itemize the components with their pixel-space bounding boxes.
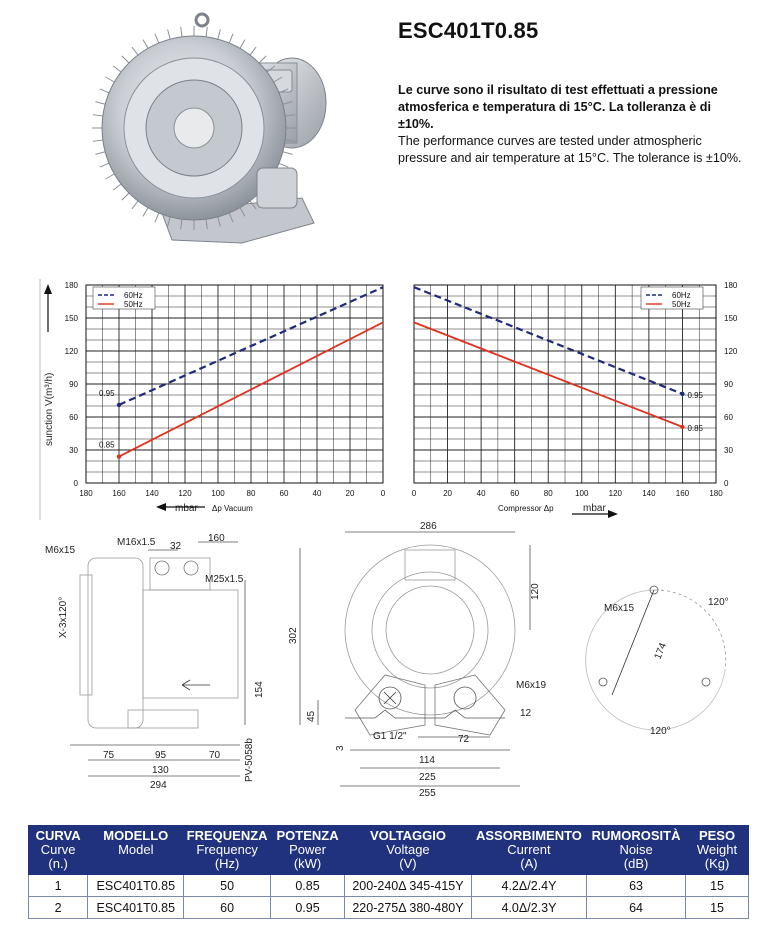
label-120-front: 120 bbox=[530, 583, 541, 600]
x-tick-label: 0 bbox=[411, 489, 417, 498]
label-code: PV-5058b bbox=[244, 738, 255, 782]
x-tick-label: 40 bbox=[476, 489, 486, 498]
table-cell: 0.85 bbox=[270, 875, 344, 897]
chart-vacuum bbox=[44, 281, 386, 514]
y-tick-label: 60 bbox=[69, 413, 78, 422]
y-tick-label: 150 bbox=[64, 314, 78, 323]
y-tick-label: 30 bbox=[69, 446, 78, 455]
performance-charts bbox=[0, 262, 771, 520]
series-point-50Hz bbox=[117, 454, 121, 458]
column-header: MODELLO Model bbox=[88, 826, 184, 875]
series-end-label: 0.85 bbox=[99, 440, 115, 450]
legend-entry: 60Hz bbox=[124, 291, 143, 300]
x-tick-label: 100 bbox=[211, 489, 225, 498]
y-tick-label: 180 bbox=[64, 281, 78, 290]
legend-entry: 60Hz bbox=[672, 291, 691, 300]
series-point-60Hz bbox=[680, 392, 684, 396]
description-italian: Le curve sono il risultato di test effettuati a pressione atmosferica e temperatura di 15°C. La tolleranza è di ±10%. bbox=[398, 83, 718, 131]
y-tick-label: 180 bbox=[724, 281, 738, 290]
label-75: 75 bbox=[103, 750, 115, 761]
table-cell: 50 bbox=[184, 875, 271, 897]
label-70: 70 bbox=[209, 750, 221, 761]
chart-compressor-xlabel: mbar bbox=[583, 503, 606, 514]
label-m16: M16x1.5 bbox=[117, 537, 156, 548]
label-255: 255 bbox=[419, 788, 436, 799]
x-tick-label: 80 bbox=[543, 489, 553, 498]
x-tick-label: 180 bbox=[709, 489, 723, 498]
table-cell: 0.95 bbox=[270, 897, 344, 919]
label-45: 45 bbox=[306, 710, 317, 722]
label-angle-side: X-3x120° bbox=[58, 596, 69, 638]
column-header: ASSORBIMENTO Current (A) bbox=[471, 826, 586, 875]
series-point-50Hz bbox=[680, 425, 684, 429]
series-end-label: 0.95 bbox=[99, 388, 115, 398]
label-m6x19: M6x19 bbox=[516, 680, 547, 691]
x-tick-label: 80 bbox=[246, 489, 256, 498]
label-3: 3 bbox=[335, 745, 346, 751]
spec-table bbox=[28, 825, 749, 919]
x-tick-label: 120 bbox=[178, 489, 192, 498]
column-header: FREQUENZA Frequency (Hz) bbox=[184, 826, 271, 875]
label-angle-top: 120° bbox=[708, 597, 729, 608]
table-cell: 60 bbox=[184, 897, 271, 919]
label-95: 95 bbox=[155, 750, 167, 761]
description-english: The performance curves are tested under atmospheric pressure and air temperature at 15°C. The tolerance is ±10%. bbox=[398, 134, 742, 165]
chart-compressor-xlabel-extra: Compressor Δp bbox=[498, 504, 554, 513]
x-tick-label: 0 bbox=[380, 489, 386, 498]
label-12: 12 bbox=[520, 708, 532, 719]
label-72: 72 bbox=[458, 734, 470, 745]
chart-vacuum-ylabel: sunction V(m³/h) bbox=[44, 372, 55, 446]
chart-compressor bbox=[412, 281, 738, 514]
table-cell: 4.2Δ/2.4Y bbox=[471, 875, 586, 897]
label-angle-bottom: 120° bbox=[650, 726, 671, 737]
label-m6x15-side: M6x15 bbox=[45, 545, 76, 556]
label-m6x15-flange: M6x15 bbox=[604, 603, 635, 614]
y-tick-label: 90 bbox=[69, 380, 78, 389]
y-tick-label: 60 bbox=[724, 413, 733, 422]
table-cell: 63 bbox=[587, 875, 686, 897]
y-tick-label: 0 bbox=[73, 479, 78, 488]
y-tick-label: 0 bbox=[724, 479, 729, 488]
x-tick-label: 60 bbox=[510, 489, 520, 498]
chart-vacuum-xlabel-extra: Δp Vacuum bbox=[212, 504, 253, 513]
blower-illustration bbox=[92, 8, 337, 258]
y-tick-label: 90 bbox=[724, 380, 733, 389]
table-cell: 1 bbox=[29, 875, 88, 897]
table-cell: 15 bbox=[686, 875, 749, 897]
x-tick-label: 20 bbox=[443, 489, 453, 498]
y-tick-label: 120 bbox=[724, 347, 738, 356]
label-302: 302 bbox=[288, 627, 299, 644]
x-tick-label: 60 bbox=[279, 489, 289, 498]
label-225: 225 bbox=[419, 772, 436, 783]
spec-table-header bbox=[29, 826, 749, 875]
x-tick-label: 140 bbox=[145, 489, 159, 498]
label-g1: G1 1/2" bbox=[373, 731, 407, 742]
spec-table-body bbox=[29, 875, 749, 919]
x-tick-label: 160 bbox=[112, 489, 126, 498]
table-cell: ESC401T0.85 bbox=[88, 875, 184, 897]
table-cell: 200-240Δ 345-415Y bbox=[345, 875, 472, 897]
legend-entry: 50Hz bbox=[672, 300, 691, 309]
label-130: 130 bbox=[152, 765, 169, 776]
table-cell: 15 bbox=[686, 897, 749, 919]
table-cell: 220-275Δ 380-480Y bbox=[345, 897, 472, 919]
chart-vacuum-grid bbox=[86, 285, 383, 483]
label-32: 32 bbox=[170, 541, 182, 552]
label-m25: M25x1.5 bbox=[205, 574, 244, 585]
table-cell: 4.0Δ/2.3Y bbox=[471, 897, 586, 919]
x-tick-label: 40 bbox=[312, 489, 322, 498]
x-tick-label: 120 bbox=[608, 489, 623, 498]
label-160: 160 bbox=[208, 533, 225, 544]
table-cell: 64 bbox=[587, 897, 686, 919]
series-end-label: 0.95 bbox=[687, 390, 704, 400]
x-tick-label: 160 bbox=[675, 489, 690, 498]
legend-entry: 50Hz bbox=[124, 300, 143, 309]
x-tick-label: 140 bbox=[642, 489, 656, 498]
label-286: 286 bbox=[420, 521, 437, 532]
technical-drawings bbox=[0, 520, 771, 805]
label-174: 174 bbox=[652, 641, 670, 662]
y-tick-label: 120 bbox=[64, 347, 78, 356]
chart-vacuum-xlabel: mbar bbox=[175, 503, 198, 514]
column-header: CURVA Curve (n.) bbox=[29, 826, 88, 875]
y-tick-label: 30 bbox=[724, 446, 733, 455]
table-cell: ESC401T0.85 bbox=[88, 897, 184, 919]
x-tick-label: 100 bbox=[575, 489, 589, 498]
label-294: 294 bbox=[150, 780, 167, 791]
x-tick-label: 20 bbox=[345, 489, 355, 498]
table-cell: 2 bbox=[29, 897, 88, 919]
column-header: PESO Weight (Kg) bbox=[686, 826, 749, 875]
column-header: RUMOROSITÀ Noise (dB) bbox=[587, 826, 686, 875]
chart-compressor-grid bbox=[414, 285, 716, 483]
series-point-60Hz bbox=[117, 403, 121, 407]
table-row bbox=[29, 897, 749, 919]
column-header: POTENZA Power (kW) bbox=[270, 826, 344, 875]
label-114: 114 bbox=[419, 755, 435, 766]
x-tick-label: 180 bbox=[79, 489, 93, 498]
label-154: 154 bbox=[254, 681, 265, 698]
table-row bbox=[29, 875, 749, 897]
page-title: ESC401T0.85 bbox=[398, 18, 539, 43]
y-tick-label: 150 bbox=[724, 314, 738, 323]
series-end-label: 0.85 bbox=[687, 423, 704, 433]
column-header: VOLTAGGIO Voltage (V) bbox=[345, 826, 472, 875]
